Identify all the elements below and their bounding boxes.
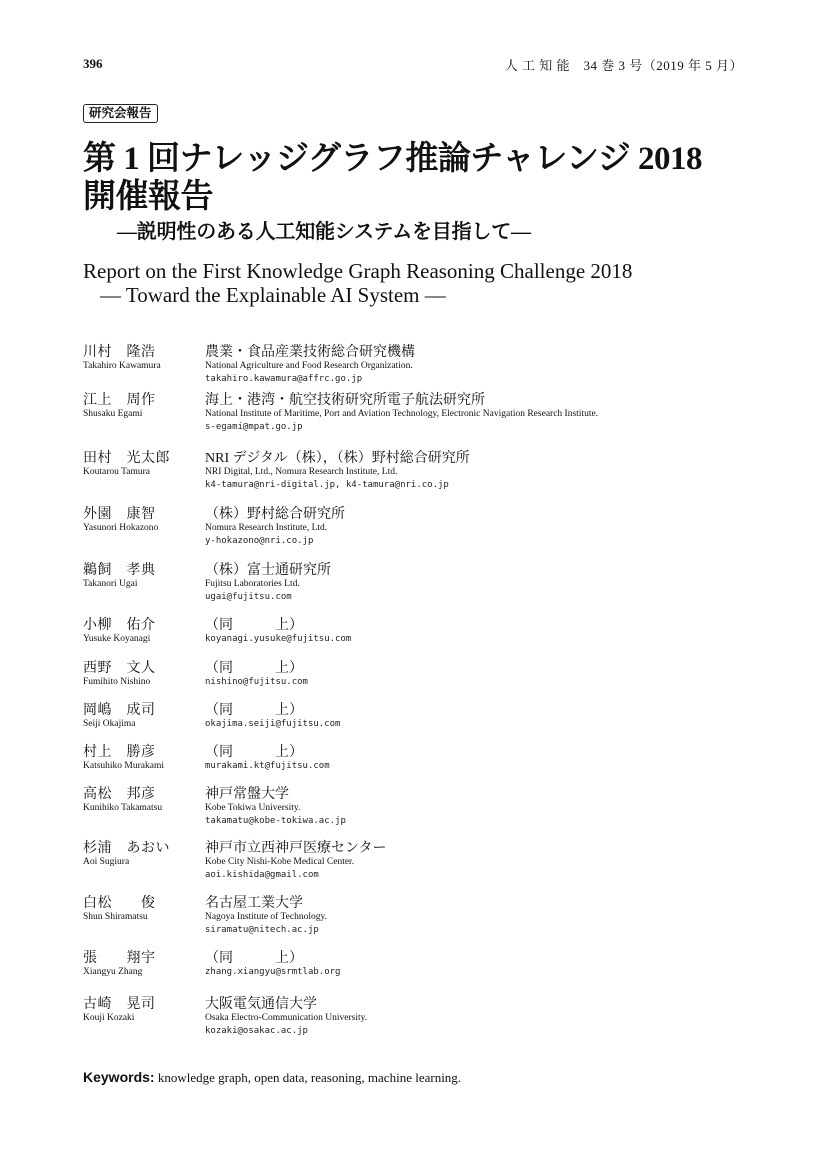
author-email[interactable]: siramatu@nitech.ac.jp [205, 925, 319, 935]
author-entry [83, 741, 763, 783]
author-email[interactable]: s-egami@mpat.go.jp [205, 422, 303, 432]
affiliation-en: NRI Digital, Ltd., Nomura Research Institute, Ltd. [205, 467, 398, 477]
keywords-text: knowledge graph, open data, reasoning, machine learning. [154, 1070, 462, 1085]
author-name-ja: 江上 周作 [83, 393, 156, 408]
author-entry [83, 614, 763, 657]
author-email[interactable]: okajima.seiji@fujitsu.com [205, 719, 341, 729]
affiliation-ja: 大阪電気通信大学 [205, 997, 317, 1012]
author-name-en: Shusaku Egami [83, 409, 143, 419]
author-name-en: Seiji Okajima [83, 719, 136, 729]
author-email[interactable]: nishino@fujitsu.com [205, 677, 308, 687]
keywords-label: Keywords: [83, 1069, 155, 1085]
author-entry [83, 837, 763, 892]
affiliation-en: Kobe Tokiwa University. [205, 803, 301, 813]
affiliation-en: Osaka Electro-Communication University. [205, 1013, 368, 1023]
author-name-ja: 古崎 晃司 [83, 997, 156, 1012]
affiliation-en: National Institute of Maritime, Port and Aviation Technology, Electronic Navigation Research Institute. [205, 409, 599, 419]
author-name-ja: 張 翔宇 [83, 951, 156, 966]
keywords [83, 1069, 461, 1086]
author-name-en: Yusuke Koyanagi [83, 634, 151, 644]
affiliation-ja: 海上・港湾・航空技術研究所電子航法研究所 [205, 393, 485, 408]
author-entry [83, 657, 763, 699]
author-name-en: Takanori Ugai [83, 579, 138, 589]
author-name-en: Xiangyu Zhang [83, 967, 143, 977]
affiliation-ja: 農業・食品産業技術総合研究機構 [205, 345, 415, 360]
author-entry [83, 341, 763, 389]
affiliation-ja: （株）野村総合研究所 [205, 507, 345, 522]
author-name-ja: 白松 俊 [83, 896, 156, 911]
subtitle-ja: —説明性のある人工知能システムを目指して— [117, 221, 531, 243]
author-name-en: Katsuhiko Murakami [83, 761, 165, 771]
section-badge: 研究会報告 [83, 104, 158, 123]
affiliation-ja: 名古屋工業大学 [205, 896, 303, 911]
author-email[interactable]: k4-tamura@nri-digital.jp, k4-tamura@nri.co.jp [205, 480, 449, 490]
title-ja-line1: 第 1 回ナレッジグラフ推論チャレンジ 2018 [83, 141, 702, 177]
affiliation-ja: （同 上） [205, 618, 303, 633]
page-number: 396 [83, 56, 103, 71]
author-name-ja: 川村 隆浩 [83, 345, 156, 360]
title-en: Report on the First Knowledge Graph Reasoning Challenge 2018 [83, 259, 633, 283]
affiliation-ja: NRI デジタル（株），（株）野村総合研究所 [205, 451, 470, 466]
author-entry [83, 993, 763, 1043]
affiliation-ja: 神戸常盤大学 [205, 787, 289, 802]
author-name-ja: 杉浦 あおい [83, 841, 170, 856]
author-name-en: Koutarou Tamura [83, 467, 150, 477]
author-name-ja: 岡嶋 成司 [83, 703, 156, 718]
author-entry [83, 559, 763, 614]
author-name-ja: 鵜飼 孝典 [83, 563, 156, 578]
affiliation-en: Nagoya Institute of Technology. [205, 912, 328, 922]
author-email[interactable]: murakami.kt@fujitsu.com [205, 761, 330, 771]
affiliation-en: Kobe City Nishi-Kobe Medical Center. [205, 857, 355, 867]
author-list [83, 341, 763, 1043]
author-entry [83, 892, 763, 947]
author-name-en: Fumihito Nishino [83, 677, 151, 687]
author-name-en: Shun Shiramatsu [83, 912, 148, 922]
author-name-ja: 西野 文人 [83, 661, 156, 676]
page-title [83, 140, 702, 216]
author-name-en: Aoi Sugiura [83, 857, 130, 867]
affiliation-ja: 神戸市立西神戸医療センター [205, 841, 387, 856]
author-entry [83, 699, 763, 741]
author-entry [83, 447, 763, 503]
subtitle-en: — Toward the Explainable AI System — [100, 283, 446, 307]
author-email[interactable]: koyanagi.yusuke@fujitsu.com [205, 634, 352, 644]
author-email[interactable]: y-hokazono@nri.co.jp [205, 536, 314, 546]
author-entry [83, 503, 763, 559]
author-entry [83, 783, 763, 837]
author-email[interactable]: takamatu@kobe-tokiwa.ac.jp [205, 816, 346, 826]
author-name-en: Takahiro Kawamura [83, 361, 161, 371]
author-entry [83, 947, 763, 993]
author-name-ja: 高松 邦彦 [83, 787, 156, 802]
affiliation-ja: （同 上） [205, 661, 303, 676]
author-name-en: Kouji Kozaki [83, 1013, 135, 1023]
author-email[interactable]: kozaki@osakac.ac.jp [205, 1026, 308, 1036]
author-name-en: Yasunori Hokazono [83, 523, 159, 533]
affiliation-ja: （株）富士通研究所 [205, 563, 331, 578]
journal-header: 人 工 知 能 34 巻 3 号（2019 年 5 月） [504, 58, 743, 73]
author-email[interactable]: zhang.xiangyu@srmtlab.org [205, 967, 341, 977]
affiliation-en: Fujitsu Laboratories Ltd. [205, 579, 300, 589]
author-name-ja: 小柳 佑介 [83, 618, 156, 633]
author-entry [83, 389, 763, 447]
author-name-ja: 村上 勝彦 [83, 745, 156, 760]
affiliation-en: National Agriculture and Food Research Organization. [205, 361, 413, 371]
author-name-ja: 田村 光太郎 [83, 451, 170, 466]
author-email[interactable]: takahiro.kawamura@affrc.go.jp [205, 374, 363, 384]
title-ja-line2: 開催報告 [83, 179, 213, 215]
author-email[interactable]: aoi.kishida@gmail.com [205, 870, 319, 880]
affiliation-en: Nomura Research Institute, Ltd. [205, 523, 328, 533]
author-name-ja: 外園 康智 [83, 507, 156, 522]
author-name-en: Kunihiko Takamatsu [83, 803, 163, 813]
author-email[interactable]: ugai@fujitsu.com [205, 592, 292, 602]
affiliation-ja: （同 上） [205, 703, 303, 718]
affiliation-ja: （同 上） [205, 745, 303, 760]
affiliation-ja: （同 上） [205, 951, 303, 966]
